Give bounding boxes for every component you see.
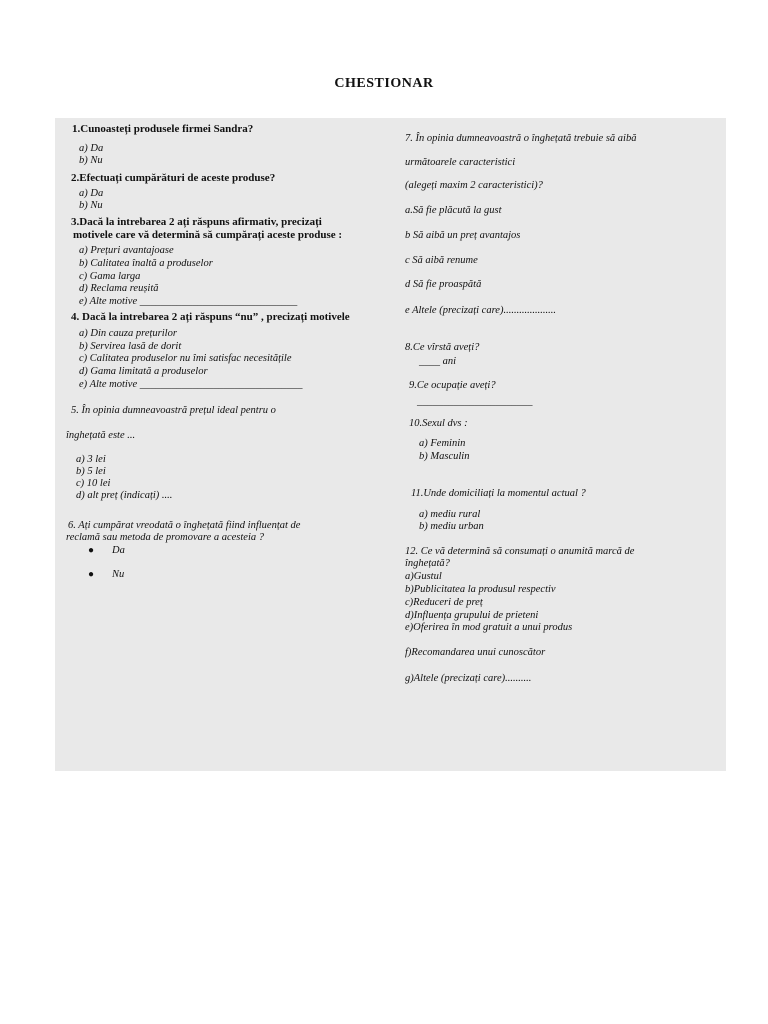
question-3-line2: motivele care vă determină să cumpărați aceste produse :	[73, 229, 343, 241]
q11-option: b) mediu urban	[419, 521, 484, 532]
question-12-line1: 12. Ce vă determină să consumați o anumită marcă de	[405, 546, 635, 557]
q10-option: a) Feminin	[419, 438, 466, 449]
q12-option: c)Reduceri de preț	[405, 597, 483, 608]
question-8: 8.Ce vîrstă aveți?	[405, 342, 480, 353]
q5-option: a) 3 lei	[76, 454, 106, 465]
q1-option-a: a) Da	[79, 143, 104, 154]
question-4: 4. Dacă la intrebarea 2 ați răspuns “nu” , precizați motivele	[71, 311, 350, 323]
question-12-line2: înghețată?	[405, 558, 450, 569]
q3-option: b) Calitatea înaltă a produselor	[79, 258, 213, 269]
q5-option: b) 5 lei	[76, 466, 106, 477]
question-10: 10.Sexul dvs :	[409, 418, 468, 429]
question-2: 2.Efectuați cumpărături de aceste produse?	[71, 172, 276, 184]
q1-option-b: b) Nu	[79, 155, 103, 166]
q4-option: c) Calitatea produselor nu îmi satisfac necesitățile	[79, 353, 292, 364]
bullet-icon: ●	[88, 569, 95, 580]
q7-option: a.Să fie plăcută la gust	[405, 205, 502, 216]
question-5-line2: înghețată este ...	[66, 430, 136, 441]
q3-option: e) Alte motive ______________________________	[79, 296, 298, 307]
q6-option-nu: Nu	[112, 569, 125, 580]
question-7-line1: 7. În opinia dumneavoastră o înghețată trebuie să aibă	[405, 133, 637, 144]
q12-option-g: g)Altele (precizați care)..........	[405, 673, 532, 684]
question-6-line2: reclamă sau metoda de promovare a acesteia ?	[66, 532, 264, 543]
q7-option: c Să aibă renume	[405, 255, 478, 266]
q12-option: b)Publicitatea la produsul respectiv	[405, 584, 556, 595]
q12-option: e)Oferirea în mod gratuit a unui produs	[405, 622, 573, 633]
q3-option: d) Reclama reușită	[79, 283, 159, 294]
q2-option-b: b) Nu	[79, 200, 103, 211]
q3-option: c) Gama larga	[79, 271, 141, 282]
q11-option: a) mediu rural	[419, 509, 481, 520]
q7-option: b Să aibă un preț avantajos	[405, 230, 521, 241]
q4-option: d) Gama limitată a produselor	[79, 366, 208, 377]
q12-option: d)Influența grupului de prieteni	[405, 610, 539, 621]
question-3-line1: 3.Dacă la intrebarea 2 ați răspuns afirmativ, precizați	[71, 216, 322, 228]
question-1: 1.Cunoasteți produsele firmei Sandra?	[72, 123, 254, 135]
q10-option: b) Masculin	[419, 451, 470, 462]
q3-option: a) Prețuri avantajoase	[79, 245, 174, 256]
bullet-icon: ●	[88, 545, 95, 556]
q7-option: e Altele (precizați care)....................	[405, 305, 556, 316]
q4-option: a) Din cauza prețurilor	[79, 328, 177, 339]
q4-option: b) Servirea lasă de dorit	[79, 341, 182, 352]
q5-option: c) 10 lei	[76, 478, 111, 489]
q8-answer: ____ ani	[419, 356, 457, 367]
q4-option: e) Alte motive _______________________________	[79, 379, 303, 390]
q7-option: d Să fie proaspătă	[405, 279, 482, 290]
q6-option-da: Da	[112, 545, 125, 556]
question-6-line1: 6. Ați cumpărat vreodată o înghețată fiind influențat de	[68, 520, 301, 531]
question-9: 9.Ce ocupație aveți?	[409, 380, 496, 391]
q2-option-a: a) Da	[79, 188, 104, 199]
page-title: CHESTIONAR	[334, 76, 434, 91]
question-7-line2: următoarele caracteristici	[405, 157, 516, 168]
question-5-line1: 5. În opinia dumneavoastră prețul ideal pentru o	[71, 405, 276, 416]
question-7-line3: (alegeți maxim 2 caracteristici)?	[405, 180, 543, 191]
q5-option: d) alt preț (indicați) ....	[76, 490, 173, 501]
question-11: 11.Unde domiciliați la momentul actual ?	[411, 488, 586, 499]
q12-option-f: f)Recomandarea unui cunoscător	[405, 647, 546, 658]
q12-option: a)Gustul	[405, 571, 442, 582]
q9-answer: ______________________	[417, 396, 533, 407]
